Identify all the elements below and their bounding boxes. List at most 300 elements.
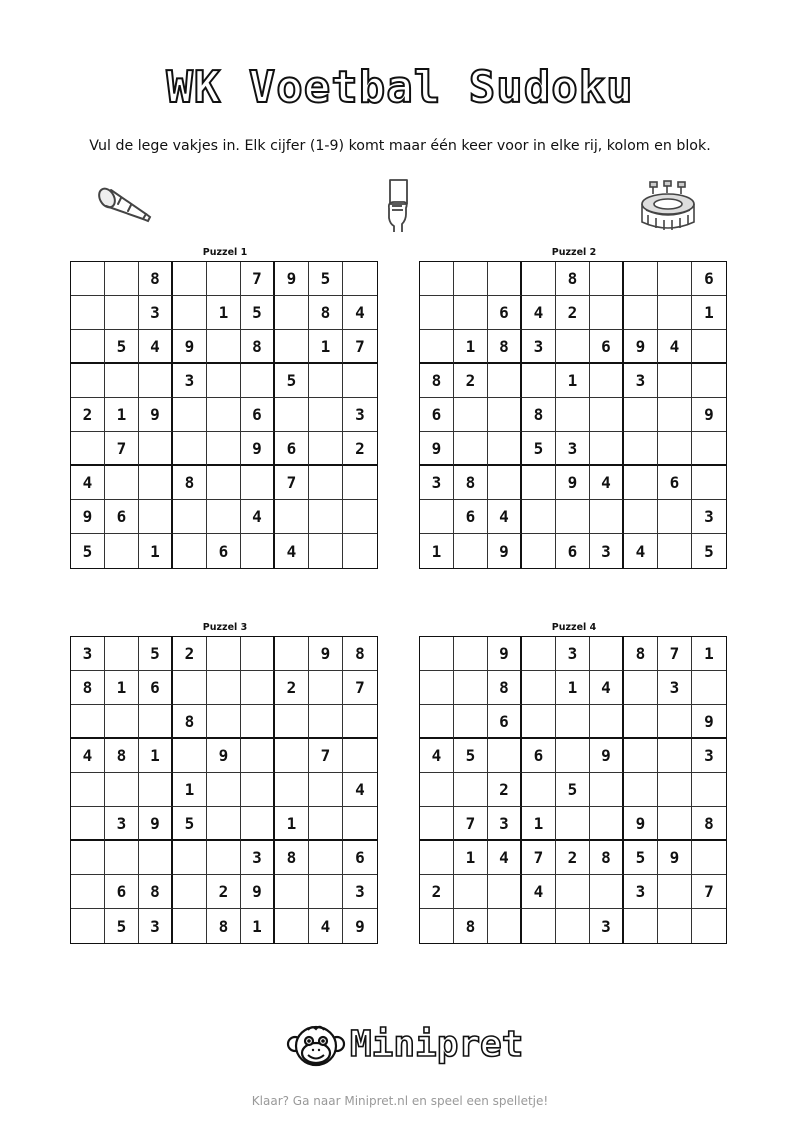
sudoku-cell: 3: [488, 807, 522, 841]
sudoku-cell: [420, 705, 454, 739]
sudoku-cell: 5: [522, 432, 556, 466]
sudoku-cell: 4: [488, 841, 522, 875]
sudoku-cell: [207, 466, 241, 500]
sudoku-cell: [658, 534, 692, 568]
sudoku-cell: 1: [420, 534, 454, 568]
sudoku-cell: [71, 705, 105, 739]
sudoku-cell: 4: [420, 739, 454, 773]
sudoku-cell: 4: [309, 909, 343, 943]
sudoku-cell: [139, 466, 173, 500]
sudoku-cell: 8: [139, 875, 173, 909]
sudoku-cell: [343, 739, 377, 773]
sudoku-cell: [309, 364, 343, 398]
sudoku-cell: 6: [522, 739, 556, 773]
sudoku-cell: 9: [590, 739, 624, 773]
sudoku-cell: [420, 807, 454, 841]
sudoku-cell: 4: [343, 296, 377, 330]
sudoku-cell: [173, 909, 207, 943]
sudoku-cell: [71, 773, 105, 807]
sudoku-cell: 1: [522, 807, 556, 841]
sudoku-cell: [556, 398, 590, 432]
sudoku-cell: [454, 296, 488, 330]
sudoku-cell: [658, 705, 692, 739]
sudoku-cell: [658, 500, 692, 534]
sudoku-cell: 5: [624, 841, 658, 875]
sudoku-cell: [207, 705, 241, 739]
sudoku-cell: [275, 398, 309, 432]
sudoku-cell: [275, 296, 309, 330]
sudoku-cell: 5: [704, 541, 714, 561]
sudoku-cell: 6: [590, 330, 624, 364]
sudoku-cell: 9: [624, 330, 658, 364]
sudoku-cell: [309, 841, 343, 875]
sudoku-cell: [692, 432, 726, 466]
sudoku-cell: 6: [420, 398, 454, 432]
sudoku-cell: [658, 875, 692, 909]
sudoku-cell: 2: [343, 432, 377, 466]
sudoku-cell: [71, 296, 105, 330]
sudoku-cell: [207, 500, 241, 534]
sudoku-cell: [275, 739, 309, 773]
sudoku-grid: [70, 261, 378, 569]
sudoku-cell: 9: [207, 739, 241, 773]
sudoku-cell: [173, 739, 207, 773]
sudoku-cell: [71, 807, 105, 841]
sudoku-cell: 6: [275, 432, 309, 466]
sudoku-cell: 6: [488, 705, 522, 739]
sudoku-cell: 1: [105, 671, 139, 705]
sudoku-cell: 8: [556, 262, 590, 296]
brand-name: Minipret: [350, 1024, 524, 1065]
sudoku-cell: [556, 705, 590, 739]
sudoku-cell: 6: [454, 500, 488, 534]
sudoku-cell: [71, 364, 105, 398]
sudoku-cell: [420, 262, 454, 296]
sudoku-cell: [624, 398, 658, 432]
sudoku-cell: [590, 296, 624, 330]
sudoku-cell: [241, 534, 275, 568]
sudoku-cell: 5: [105, 909, 139, 943]
sudoku-cell: [309, 807, 343, 841]
sudoku-cell: [658, 807, 692, 841]
sudoku-cell: 2: [556, 296, 590, 330]
sudoku-cell: 8: [207, 909, 241, 943]
sudoku-cell: 7: [241, 262, 275, 296]
sudoku-cell: [420, 909, 454, 943]
sudoku-cell: 2: [556, 841, 590, 875]
sudoku-cell: [692, 466, 726, 500]
sudoku-cell: 7: [309, 739, 343, 773]
sudoku-cell: [624, 739, 658, 773]
sudoku-cell: [420, 296, 454, 330]
sudoku-cell: [105, 262, 139, 296]
sudoku-cell: [139, 364, 173, 398]
sudoku-cell: 8: [454, 909, 488, 943]
sudoku-cell: 5: [105, 330, 139, 364]
sudoku-cell: [658, 364, 692, 398]
horn-icon: [94, 180, 154, 230]
sudoku-cell: 4: [71, 739, 105, 773]
sudoku-cell: 3: [173, 364, 207, 398]
sudoku-cell: 9: [488, 637, 522, 671]
sudoku-cell: 7: [522, 841, 556, 875]
sudoku-cell: 6: [241, 398, 275, 432]
sudoku-cell: [692, 330, 726, 364]
sudoku-cell: 9: [71, 500, 105, 534]
sudoku-cell: 3: [139, 296, 173, 330]
sudoku-cell: [590, 773, 624, 807]
sudoku-cell: [658, 262, 692, 296]
sudoku-cell: [488, 875, 522, 909]
sudoku-cell: 8: [275, 841, 309, 875]
sudoku-cell: [275, 909, 309, 943]
sudoku-cell: 1: [309, 330, 343, 364]
sudoku-cell: 6: [207, 534, 241, 568]
sudoku-cell: [309, 875, 343, 909]
sudoku-cell: 9: [139, 807, 173, 841]
sudoku-cell: 1: [692, 637, 726, 671]
sudoku-cell: 6: [139, 671, 173, 705]
sudoku-cell: [658, 739, 692, 773]
sudoku-cell: 7: [343, 330, 377, 364]
sudoku-cell: [207, 807, 241, 841]
sudoku-cell: [454, 262, 488, 296]
sudoku-cell: 3: [556, 637, 590, 671]
sudoku-cell: 7: [454, 807, 488, 841]
sudoku-cell: [420, 330, 454, 364]
sudoku-cell: [275, 500, 309, 534]
sudoku-cell: 8: [173, 705, 207, 739]
sudoku-cell: 7: [692, 875, 726, 909]
sudoku-cell: [590, 262, 624, 296]
sudoku-cell: 2: [420, 875, 454, 909]
sudoku-cell: 6: [692, 262, 726, 296]
sudoku-cell: 9: [692, 398, 726, 432]
sudoku-cell: [556, 500, 590, 534]
sudoku-cell: 2: [173, 637, 207, 671]
sudoku-cell: [173, 875, 207, 909]
sudoku-cell: [139, 432, 173, 466]
brand-logo: [286, 1020, 524, 1076]
sudoku-cell: [488, 739, 522, 773]
sudoku-cell: [343, 500, 377, 534]
sudoku-cell: [139, 705, 173, 739]
puzzle-label: Puzzel 3: [202, 622, 248, 633]
sudoku-cell: 8: [488, 671, 522, 705]
sudoku-cell: [420, 773, 454, 807]
sudoku-cell: 3: [420, 466, 454, 500]
sudoku-cell: [207, 841, 241, 875]
sudoku-cell: [105, 296, 139, 330]
sudoku-cell: 9: [241, 432, 275, 466]
puzzle-label: Puzzel 1: [202, 247, 248, 258]
sudoku-cell: [275, 637, 309, 671]
sudoku-cell: [590, 705, 624, 739]
sudoku-cell: [309, 705, 343, 739]
sudoku-cell: 1: [454, 330, 488, 364]
sudoku-cell: [275, 330, 309, 364]
sudoku-cell: 9: [624, 807, 658, 841]
sudoku-grid: [70, 636, 378, 944]
sudoku-cell: [692, 773, 726, 807]
sudoku-cell: [173, 841, 207, 875]
sudoku-cell: [275, 773, 309, 807]
sudoku-cell: [454, 671, 488, 705]
sudoku-cell: [71, 909, 105, 943]
sudoku-cell: 8: [71, 671, 105, 705]
monkey-logo-icon: [286, 1022, 346, 1072]
sudoku-cell: 9: [658, 841, 692, 875]
sudoku-cell: 3: [590, 534, 624, 568]
puzzle-label: Puzzel 4: [551, 622, 597, 633]
sudoku-cell: [522, 466, 556, 500]
sudoku-cell: 2: [454, 364, 488, 398]
puzzle-4: [419, 621, 729, 944]
sudoku-cell: 8: [139, 262, 173, 296]
sudoku-cell: 6: [105, 875, 139, 909]
sudoku-cell: 9: [556, 466, 590, 500]
sudoku-cell: 9: [275, 262, 309, 296]
referee-card-icon: [384, 178, 414, 234]
sudoku-cell: 1: [454, 841, 488, 875]
sudoku-cell: 6: [343, 841, 377, 875]
sudoku-cell: [624, 262, 658, 296]
sudoku-cell: [343, 807, 377, 841]
sudoku-cell: [309, 466, 343, 500]
sudoku-cell: 2: [207, 875, 241, 909]
sudoku-cell: [556, 807, 590, 841]
sudoku-cell: [692, 671, 726, 705]
sudoku-cell: [207, 637, 241, 671]
sudoku-cell: 3: [692, 500, 726, 534]
sudoku-cell: 2: [71, 398, 105, 432]
sudoku-cell: [488, 262, 522, 296]
sudoku-cell: 5: [556, 773, 590, 807]
sudoku-cell: [454, 773, 488, 807]
sudoku-cell: [207, 262, 241, 296]
sudoku-cell: [343, 262, 377, 296]
sudoku-cell: [624, 773, 658, 807]
sudoku-cell: 7: [275, 466, 309, 500]
sudoku-cell: 5: [173, 807, 207, 841]
sudoku-cell: 9: [692, 705, 726, 739]
sudoku-grid: [419, 636, 727, 944]
sudoku-cell: 4: [658, 330, 692, 364]
sudoku-cell: [624, 705, 658, 739]
sudoku-cell: [522, 500, 556, 534]
sudoku-cell: [71, 841, 105, 875]
sudoku-cell: 1: [173, 773, 207, 807]
sudoku-cell: 8: [488, 330, 522, 364]
sudoku-cell: 2: [275, 671, 309, 705]
sudoku-cell: [420, 500, 454, 534]
sudoku-cell: 4: [522, 296, 556, 330]
sudoku-cell: [624, 296, 658, 330]
sudoku-cell: 8: [420, 364, 454, 398]
sudoku-cell: 3: [658, 671, 692, 705]
sudoku-cell: [658, 909, 692, 943]
sudoku-grid: [419, 261, 727, 569]
page-title: WK Voetbal Sudoku: [166, 62, 634, 113]
sudoku-cell: 8: [590, 841, 624, 875]
sudoku-cell: [173, 296, 207, 330]
sudoku-cell: [207, 773, 241, 807]
sudoku-cell: [590, 637, 624, 671]
sudoku-cell: [488, 364, 522, 398]
sudoku-cell: 7: [658, 637, 692, 671]
sudoku-cell: [488, 432, 522, 466]
sudoku-cell: 9: [173, 330, 207, 364]
sudoku-cell: 8: [241, 330, 275, 364]
sudoku-cell: [522, 534, 556, 568]
sudoku-cell: 3: [590, 909, 624, 943]
sudoku-cell: [556, 875, 590, 909]
sudoku-cell: 4: [343, 773, 377, 807]
sudoku-cell: 8: [309, 296, 343, 330]
sudoku-cell: [309, 671, 343, 705]
sudoku-cell: 8: [522, 398, 556, 432]
sudoku-cell: 1: [556, 364, 590, 398]
sudoku-cell: 9: [355, 916, 365, 936]
sudoku-cell: 5: [275, 364, 309, 398]
sudoku-cell: [420, 841, 454, 875]
sudoku-cell: 3: [556, 432, 590, 466]
sudoku-cell: 3: [624, 364, 658, 398]
sudoku-cell: 5: [241, 296, 275, 330]
sudoku-cell: 5: [71, 534, 105, 568]
sudoku-cell: [207, 671, 241, 705]
sudoku-cell: 4: [624, 534, 658, 568]
sudoku-cell: 1: [692, 296, 726, 330]
sudoku-cell: [173, 534, 207, 568]
sudoku-cell: [71, 875, 105, 909]
sudoku-cell: [658, 432, 692, 466]
sudoku-cell: 4: [275, 534, 309, 568]
sudoku-cell: [454, 875, 488, 909]
sudoku-cell: 3: [71, 637, 105, 671]
sudoku-cell: [105, 705, 139, 739]
sudoku-cell: [105, 466, 139, 500]
sudoku-cell: [241, 364, 275, 398]
footer-text: Klaar? Ga naar Minipret.nl en speel een spelletje!: [251, 1094, 549, 1108]
sudoku-cell: [241, 773, 275, 807]
sudoku-cell: 6: [488, 296, 522, 330]
sudoku-cell: [420, 637, 454, 671]
sudoku-cell: [624, 466, 658, 500]
sudoku-cell: [241, 807, 275, 841]
sudoku-cell: [241, 637, 275, 671]
sudoku-cell: 3: [343, 875, 377, 909]
sudoku-cell: [590, 432, 624, 466]
sudoku-cell: [207, 364, 241, 398]
instructions-text: Vul de lege vakjes in. Elk cijfer (1-9) komt maar één keer voor in elke rij, kolom en blok.: [89, 138, 711, 154]
sudoku-cell: [105, 841, 139, 875]
sudoku-cell: [590, 500, 624, 534]
sudoku-cell: [207, 398, 241, 432]
sudoku-cell: [658, 773, 692, 807]
sudoku-cell: [454, 637, 488, 671]
sudoku-cell: [309, 500, 343, 534]
sudoku-cell: [207, 432, 241, 466]
sudoku-cell: [71, 330, 105, 364]
sudoku-cell: 4: [71, 466, 105, 500]
sudoku-cell: 1: [139, 534, 173, 568]
sudoku-cell: [590, 398, 624, 432]
sudoku-cell: 1: [105, 398, 139, 432]
sudoku-cell: [556, 739, 590, 773]
sudoku-cell: [71, 432, 105, 466]
sudoku-cell: [590, 364, 624, 398]
puzzle-2: [419, 246, 729, 569]
sudoku-cell: 5: [454, 739, 488, 773]
sudoku-cell: [105, 773, 139, 807]
sudoku-cell: [488, 466, 522, 500]
sudoku-cell: [105, 534, 139, 568]
sudoku-cell: [692, 909, 726, 943]
sudoku-cell: [522, 773, 556, 807]
sudoku-cell: [71, 262, 105, 296]
sudoku-cell: [309, 534, 343, 568]
sudoku-cell: [275, 875, 309, 909]
sudoku-cell: [173, 500, 207, 534]
sudoku-cell: [139, 773, 173, 807]
sudoku-cell: 1: [207, 296, 241, 330]
sudoku-cell: [420, 671, 454, 705]
sudoku-cell: [624, 909, 658, 943]
sudoku-cell: [275, 705, 309, 739]
sudoku-cell: [522, 364, 556, 398]
sudoku-cell: [522, 671, 556, 705]
sudoku-cell: 6: [658, 466, 692, 500]
sudoku-cell: [105, 637, 139, 671]
sudoku-cell: 4: [139, 330, 173, 364]
sudoku-cell: [522, 705, 556, 739]
sudoku-cell: 1: [139, 739, 173, 773]
sudoku-cell: [241, 705, 275, 739]
sudoku-cell: [173, 671, 207, 705]
sudoku-cell: [343, 364, 377, 398]
sudoku-cell: [173, 262, 207, 296]
sudoku-cell: 7: [343, 671, 377, 705]
sudoku-cell: [105, 364, 139, 398]
sudoku-cell: [488, 909, 522, 943]
sudoku-cell: 5: [309, 262, 343, 296]
sudoku-cell: 4: [488, 500, 522, 534]
sudoku-cell: [692, 364, 726, 398]
sudoku-cell: 8: [105, 739, 139, 773]
sudoku-cell: [590, 807, 624, 841]
sudoku-cell: [309, 773, 343, 807]
sudoku-cell: [343, 466, 377, 500]
sudoku-cell: 3: [522, 330, 556, 364]
sudoku-cell: [241, 671, 275, 705]
sudoku-cell: [522, 637, 556, 671]
sudoku-cell: [658, 296, 692, 330]
sudoku-cell: 3: [343, 398, 377, 432]
sudoku-cell: 9: [139, 398, 173, 432]
sudoku-cell: [624, 500, 658, 534]
sudoku-cell: 9: [420, 432, 454, 466]
sudoku-cell: [309, 432, 343, 466]
sudoku-cell: 3: [624, 875, 658, 909]
sudoku-cell: [139, 841, 173, 875]
sudoku-cell: 1: [556, 671, 590, 705]
sudoku-cell: 3: [139, 909, 173, 943]
sudoku-cell: 4: [590, 466, 624, 500]
sudoku-cell: 2: [488, 773, 522, 807]
sudoku-cell: [590, 875, 624, 909]
sudoku-cell: [309, 398, 343, 432]
